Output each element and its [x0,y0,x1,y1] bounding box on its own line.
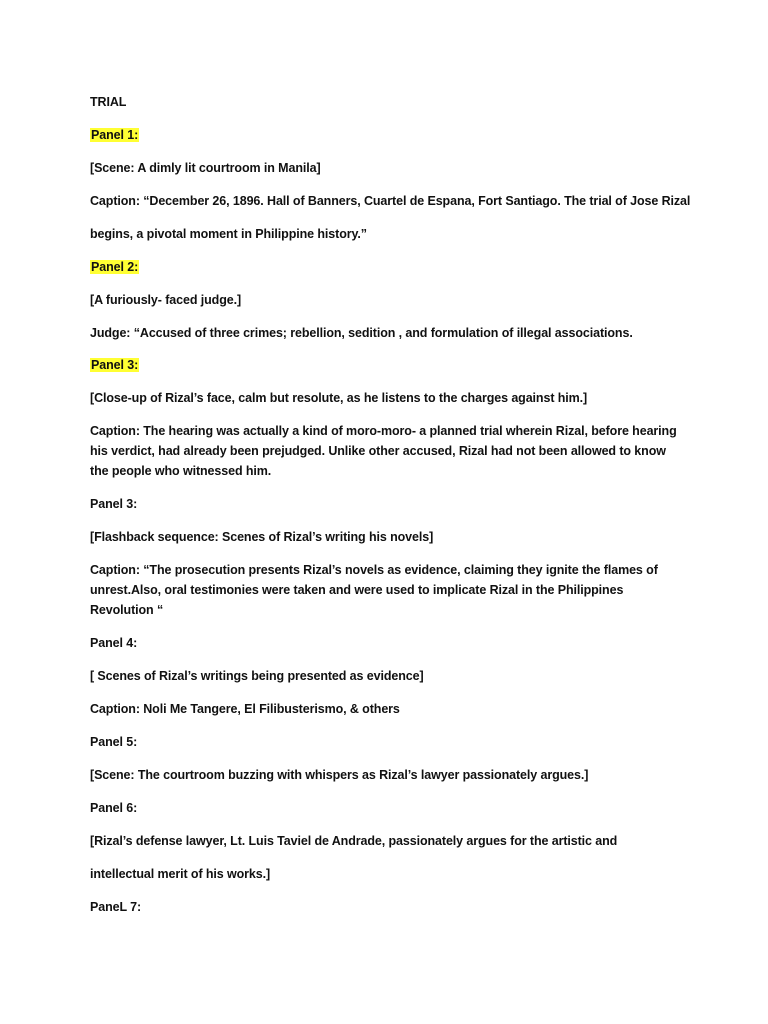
document-title: TRIAL [90,95,127,109]
highlight-panel-2: Panel 2: [91,260,139,274]
panel-heading-7: PaneL 7: [90,900,142,914]
highlight-panel-3: Panel 3: [91,358,139,372]
caption-line-3b: his verdict, had already been prejudged. Unlike other accused, Rizal had not been allowed to know [90,444,666,458]
panel-heading-6: Panel 6: [90,801,138,815]
judge-line: Judge: “Accused of three crimes; rebellion, sedition , and formulation of illegal associations. [90,326,633,340]
scene-line-5: [Scene: The courtroom buzzing with whispers as Rizal’s lawyer passionately argues.] [90,768,589,782]
panel-heading-5: Panel 5: [90,735,138,749]
highlight-panel-1: Panel 1: [91,128,139,142]
panel-heading-2 [90,257,139,277]
panel-heading-3 [90,355,139,375]
scene-line-4: [ Scenes of Rizal’s writings being presented as evidence] [90,669,424,683]
caption-line-1a: Caption: “December 26, 1896. Hall of Banners, Cuartel de Espana, Fort Santiago. The trial of Jose Rizal [90,194,691,208]
scene-line-3: [Close-up of Rizal’s face, calm but resolute, as he listens to the charges against him.] [90,391,588,405]
caption-line-3c: the people who witnessed him. [90,464,272,478]
scene-line-flashback: [Flashback sequence: Scenes of Rizal’s writing his novels] [90,530,434,544]
panel-heading-3-repeat: Panel 3: [90,497,138,511]
caption-line-1b: begins, a pivotal moment in Philippine history.” [90,227,367,241]
caption-line-4b: unrest.Also, oral testimonies were taken and were used to implicate Rizal in the Philippines [90,583,624,597]
scene-line-6a: [Rizal’s defense lawyer, Lt. Luis Taviel de Andrade, passionately argues for the artistic and [90,834,618,848]
caption-line-5: Caption: Noli Me Tangere, El Filibusterismo, & others [90,702,400,716]
caption-line-3a: Caption: The hearing was actually a kind of moro-moro- a planned trial wherein Rizal, before hearing [90,424,677,438]
scene-line-2: [A furiously- faced judge.] [90,293,242,307]
panel-heading-4: Panel 4: [90,636,138,650]
caption-line-4c: Revolution “ [90,603,164,617]
scene-line-1: [Scene: A dimly lit courtroom in Manila] [90,161,321,175]
caption-line-4a: Caption: “The prosecution presents Rizal’s novels as evidence, claiming they ignite the flames of [90,563,658,577]
scene-line-6b: intellectual merit of his works.] [90,867,271,881]
panel-heading-1 [90,125,139,145]
